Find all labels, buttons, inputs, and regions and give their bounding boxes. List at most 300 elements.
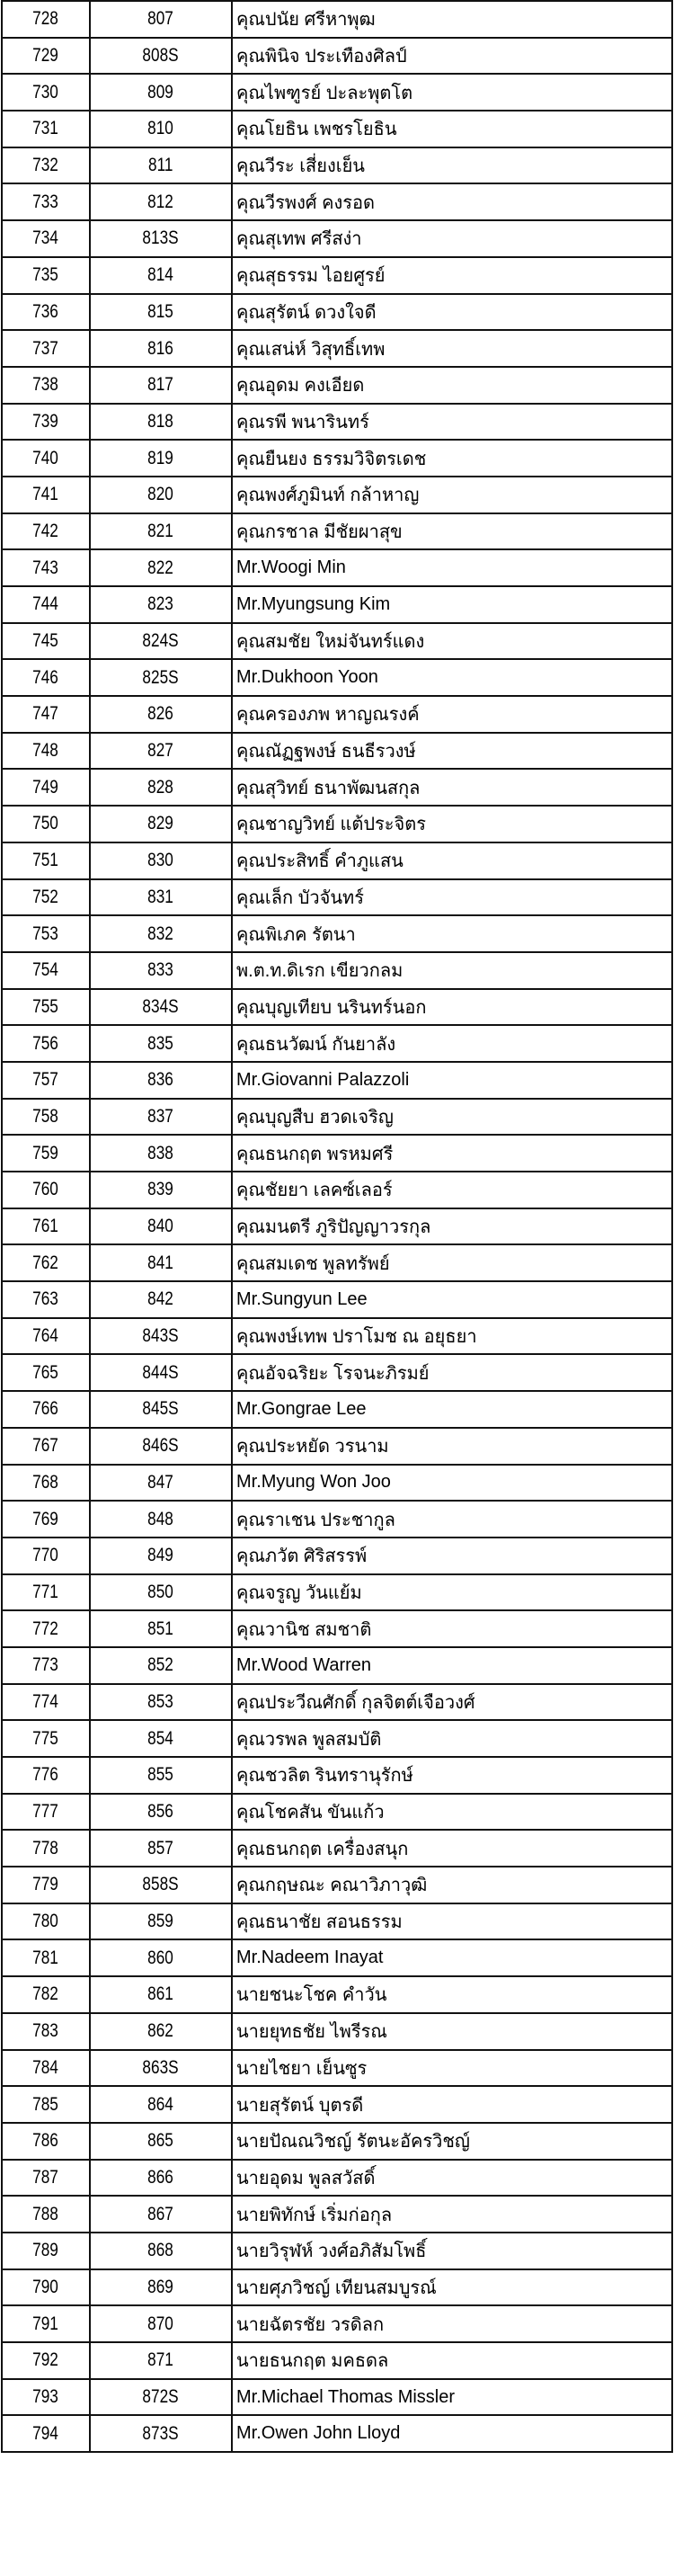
member-name: คุณพงศ์ภูมินท์ กล้าหาญ xyxy=(236,486,420,506)
member-name: คุณชัยยา เลคซ์เลอร์ xyxy=(236,1181,393,1201)
member-code-cell xyxy=(90,1757,232,1794)
member-code-cell xyxy=(90,1647,232,1684)
member-name-cell xyxy=(232,879,672,916)
member-code: 851 xyxy=(147,1618,174,1639)
member-code: 839 xyxy=(147,1179,174,1200)
member-code: 857 xyxy=(147,1837,174,1858)
table-row xyxy=(2,1,672,38)
table-row xyxy=(2,1574,672,1611)
row-number: 788 xyxy=(32,2203,59,2224)
row-number-cell xyxy=(2,1135,90,1172)
table-row xyxy=(2,1684,672,1721)
member-name-cell xyxy=(232,220,672,257)
member-name: Mr.Gongrae Lee xyxy=(236,1398,367,1419)
table-row xyxy=(2,294,672,331)
member-code: 847 xyxy=(147,1471,174,1493)
member-code: 820 xyxy=(147,484,174,505)
table-row xyxy=(2,440,672,477)
row-number: 793 xyxy=(32,2386,59,2408)
member-code: 864 xyxy=(147,2093,174,2115)
table-row xyxy=(2,1720,672,1757)
member-code: 821 xyxy=(147,520,174,541)
member-name: คุณภวัต ศิริสรรพ์ xyxy=(236,1546,368,1567)
row-number-cell xyxy=(2,1867,90,1903)
row-number: 760 xyxy=(32,1179,59,1200)
member-name: คุณกฤษณะ คณาวิภาวุฒิ xyxy=(236,1876,428,1896)
row-number: 786 xyxy=(32,2130,59,2152)
member-code-cell xyxy=(90,1172,232,1208)
row-number: 772 xyxy=(32,1618,59,1639)
member-name-cell xyxy=(232,1720,672,1757)
member-name: นายยุทธชัย ไพรีรณ xyxy=(236,2022,387,2043)
member-code: 816 xyxy=(147,337,174,359)
row-number: 766 xyxy=(32,1398,59,1420)
row-number: 794 xyxy=(32,2422,59,2444)
member-name-cell xyxy=(232,2196,672,2233)
row-number-cell xyxy=(2,659,90,696)
member-name-cell xyxy=(232,915,672,952)
member-code: 852 xyxy=(147,1654,174,1676)
member-code-cell xyxy=(90,1,232,38)
member-code-cell xyxy=(90,806,232,842)
table-row xyxy=(2,1318,672,1355)
member-code-cell xyxy=(90,2379,232,2416)
member-name: คุณสุรัตน์ ดวงใจดี xyxy=(236,302,377,323)
row-number-cell xyxy=(2,1538,90,1574)
member-code-cell xyxy=(90,952,232,989)
row-number-cell xyxy=(2,879,90,916)
member-name: คุณรพี พนารินทร์ xyxy=(236,412,369,432)
row-number-cell xyxy=(2,1465,90,1502)
member-name: คุณราเชน ประชากูล xyxy=(236,1510,395,1530)
row-number: 759 xyxy=(32,1142,59,1163)
member-name-cell xyxy=(232,1391,672,1428)
member-code-cell xyxy=(90,1135,232,1172)
row-number: 749 xyxy=(32,776,59,798)
member-name-cell xyxy=(232,549,672,586)
row-number: 735 xyxy=(32,264,59,286)
row-number: 742 xyxy=(32,520,59,541)
member-code-cell xyxy=(90,733,232,770)
row-number-cell xyxy=(2,257,90,294)
member-name: คุณธนาชัย สอนธรรม xyxy=(236,1912,403,1933)
row-number-cell xyxy=(2,733,90,770)
row-number: 776 xyxy=(32,1764,59,1786)
member-name-cell xyxy=(232,1135,672,1172)
row-number: 733 xyxy=(32,191,59,212)
member-code-cell xyxy=(90,989,232,1026)
member-code-cell xyxy=(90,1281,232,1318)
member-name: คุณธนกฤต พรหมศรี xyxy=(236,1144,394,1164)
member-name-cell xyxy=(232,294,672,331)
row-number: 751 xyxy=(32,850,59,871)
member-code: 838 xyxy=(147,1142,174,1163)
member-code-cell xyxy=(90,1720,232,1757)
row-number-cell xyxy=(2,477,90,513)
member-code: 824S xyxy=(142,630,180,652)
row-number: 755 xyxy=(32,995,59,1017)
table-row xyxy=(2,1465,672,1502)
member-code: 834S xyxy=(142,995,180,1017)
row-number: 764 xyxy=(32,1325,59,1347)
row-number-cell xyxy=(2,183,90,220)
member-name-cell xyxy=(232,1538,672,1574)
member-code: 814 xyxy=(147,264,174,286)
member-name-cell xyxy=(232,2342,672,2379)
member-name: คุณอัจฉริยะ โรจนะภิรมย์ xyxy=(236,1363,430,1384)
row-number-cell xyxy=(2,147,90,184)
row-number-cell xyxy=(2,330,90,367)
row-number-cell xyxy=(2,1976,90,2013)
table-row xyxy=(2,1538,672,1574)
table-row xyxy=(2,806,672,842)
member-code-cell xyxy=(90,2050,232,2087)
member-name-cell xyxy=(232,1062,672,1099)
member-name-cell xyxy=(232,1281,672,1318)
member-name: คุณโยธิน เพชรโยธิน xyxy=(236,120,397,140)
table-row xyxy=(2,879,672,916)
row-number: 790 xyxy=(32,2276,59,2297)
row-number-cell xyxy=(2,1501,90,1538)
member-code-cell xyxy=(90,1391,232,1428)
member-name: คุณประวีณศักดิ์ กุลจิตต์เจือวงศ์ xyxy=(236,1692,475,1713)
member-name-cell xyxy=(232,1903,672,1940)
member-name-cell xyxy=(232,330,672,367)
row-number-cell xyxy=(2,294,90,331)
member-name: นายวิรุฬห์ วงศ์อภิสัมโพธิ์ xyxy=(236,2242,427,2262)
member-name-cell xyxy=(232,2269,672,2306)
row-number: 743 xyxy=(32,557,59,578)
member-code: 867 xyxy=(147,2203,174,2224)
member-code-cell xyxy=(90,294,232,331)
member-code: 871 xyxy=(147,2349,174,2371)
row-number-cell xyxy=(2,367,90,404)
member-code-cell xyxy=(90,404,232,441)
member-code: 845S xyxy=(142,1398,180,1420)
member-name: คุณอุดม คงเอียด xyxy=(236,376,365,397)
row-number: 781 xyxy=(32,1947,59,1968)
member-name-cell xyxy=(232,1025,672,1062)
row-number-cell xyxy=(2,549,90,586)
member-name-cell xyxy=(232,513,672,550)
row-number: 728 xyxy=(32,8,59,30)
row-number: 775 xyxy=(32,1727,59,1749)
member-code-cell xyxy=(90,1062,232,1099)
member-code: 873S xyxy=(142,2422,180,2444)
row-number-cell xyxy=(2,111,90,147)
member-code-cell xyxy=(90,1465,232,1502)
row-number-cell xyxy=(2,220,90,257)
member-code: 868 xyxy=(147,2240,174,2261)
member-name: คุณเล็ก บัวจันทร์ xyxy=(236,887,364,908)
row-number: 777 xyxy=(32,1801,59,1823)
table-row xyxy=(2,1903,672,1940)
member-code-cell xyxy=(90,1354,232,1391)
table-row xyxy=(2,74,672,111)
row-number: 778 xyxy=(32,1837,59,1858)
member-name-cell xyxy=(232,2050,672,2087)
member-name-cell xyxy=(232,1610,672,1647)
member-name: คุณณัฏฐพงษ์ ธนธีรวงษ์ xyxy=(236,742,416,762)
member-code: 812 xyxy=(147,191,174,212)
member-name: Mr.Dukhoon Yoon xyxy=(236,667,378,688)
member-code: 854 xyxy=(147,1727,174,1749)
table-row xyxy=(2,257,672,294)
table-row xyxy=(2,147,672,184)
member-name-cell xyxy=(232,1574,672,1611)
row-number: 758 xyxy=(32,1105,59,1127)
row-number: 745 xyxy=(32,630,59,652)
member-code-cell xyxy=(90,2160,232,2197)
member-name: คุณประหยัด วรนาม xyxy=(236,1437,389,1457)
table-row xyxy=(2,1062,672,1099)
member-name-cell xyxy=(232,1867,672,1903)
member-code: 842 xyxy=(147,1288,174,1310)
member-name-cell xyxy=(232,1244,672,1281)
member-code-cell xyxy=(90,659,232,696)
table-row xyxy=(2,183,672,220)
row-number: 732 xyxy=(32,155,59,176)
row-number-cell xyxy=(2,440,90,477)
row-number-cell xyxy=(2,1428,90,1465)
row-number: 784 xyxy=(32,2056,59,2078)
member-code: 818 xyxy=(147,410,174,432)
table-row xyxy=(2,2305,672,2342)
member-name: คุณสุเทพ ศรีสง่า xyxy=(236,229,362,250)
table-row xyxy=(2,367,672,404)
row-number-cell xyxy=(2,1354,90,1391)
member-name-cell xyxy=(232,74,672,111)
member-code: 829 xyxy=(147,813,174,834)
row-number-cell xyxy=(2,952,90,989)
member-name-cell xyxy=(232,2305,672,2342)
table-row xyxy=(2,1867,672,1903)
member-name: คุณวีระ เสี่ยงเย็น xyxy=(236,156,365,177)
table-row xyxy=(2,989,672,1026)
member-code: 831 xyxy=(147,886,174,907)
member-code: 837 xyxy=(147,1105,174,1127)
row-number-cell xyxy=(2,1794,90,1831)
row-number-cell xyxy=(2,2305,90,2342)
row-number-cell xyxy=(2,2160,90,2197)
row-number: 730 xyxy=(32,81,59,103)
member-name: คุณโชคสัน ขันแก้ว xyxy=(236,1803,385,1823)
row-number: 792 xyxy=(32,2349,59,2371)
table-row xyxy=(2,659,672,696)
member-name: นายฉัตรชัย วรดิลก xyxy=(236,2314,385,2335)
row-number: 729 xyxy=(32,45,59,67)
member-code: 862 xyxy=(147,2020,174,2042)
table-row xyxy=(2,1135,672,1172)
row-number-cell xyxy=(2,806,90,842)
member-code: 840 xyxy=(147,1216,174,1237)
table-row xyxy=(2,2086,672,2123)
row-number: 765 xyxy=(32,1361,59,1383)
member-name: คุณสมชัย ใหม่จันทร์แดง xyxy=(236,632,425,653)
member-name: นายศุภวิชญ์ เทียนสมบูรณ์ xyxy=(236,2277,437,2298)
member-code-cell xyxy=(90,2415,232,2452)
member-name: Mr.Myung Won Joo xyxy=(236,1472,391,1493)
table-row xyxy=(2,1281,672,1318)
member-code-cell xyxy=(90,1830,232,1867)
member-code-cell xyxy=(90,1318,232,1355)
member-name-cell xyxy=(232,1830,672,1867)
member-code-cell xyxy=(90,2305,232,2342)
member-code-cell xyxy=(90,513,232,550)
table-row xyxy=(2,477,672,513)
row-number: 787 xyxy=(32,2166,59,2188)
table-row xyxy=(2,549,672,586)
row-number-cell xyxy=(2,2086,90,2123)
member-code: 863S xyxy=(142,2056,180,2078)
member-code-cell xyxy=(90,1976,232,2013)
member-code: 860 xyxy=(147,1947,174,1968)
table-row xyxy=(2,1099,672,1136)
member-name: คุณบุญสืบ ฮวดเจริญ xyxy=(236,1107,394,1128)
table-row xyxy=(2,842,672,879)
row-number-cell xyxy=(2,769,90,806)
member-name-cell xyxy=(232,147,672,184)
row-number: 780 xyxy=(32,1911,59,1932)
row-number: 747 xyxy=(32,703,59,725)
member-code-cell xyxy=(90,2086,232,2123)
table-row xyxy=(2,330,672,367)
table-row xyxy=(2,915,672,952)
row-number-cell xyxy=(2,586,90,623)
row-number: 750 xyxy=(32,813,59,834)
member-code: 827 xyxy=(147,740,174,762)
row-number-cell xyxy=(2,1172,90,1208)
row-number: 774 xyxy=(32,1690,59,1712)
table-row xyxy=(2,1025,672,1062)
table-row xyxy=(2,1428,672,1465)
row-number: 768 xyxy=(32,1471,59,1493)
row-number: 767 xyxy=(32,1435,59,1457)
member-code-cell xyxy=(90,38,232,75)
member-code-cell xyxy=(90,1794,232,1831)
row-number-cell xyxy=(2,1099,90,1136)
row-number-cell xyxy=(2,1720,90,1757)
table-row xyxy=(2,1391,672,1428)
member-name-cell xyxy=(232,38,672,75)
member-name-cell xyxy=(232,1318,672,1355)
member-name-cell xyxy=(232,1939,672,1976)
member-name: นายไชยา เย็นซูร xyxy=(236,2058,368,2079)
row-number-cell xyxy=(2,1903,90,1940)
member-name-cell xyxy=(232,1465,672,1502)
member-code-cell xyxy=(90,915,232,952)
row-number: 770 xyxy=(32,1545,59,1566)
member-code-cell xyxy=(90,220,232,257)
member-code-cell xyxy=(90,623,232,660)
member-name-cell xyxy=(232,806,672,842)
member-code-cell xyxy=(90,257,232,294)
member-name: คุณสมเดช พูลทรัพย์ xyxy=(236,1253,390,1274)
member-name: คุณธนกฤต เครื่องสนุก xyxy=(236,1839,409,1859)
row-number: 785 xyxy=(32,2093,59,2115)
table-row xyxy=(2,952,672,989)
member-code: 848 xyxy=(147,1508,174,1529)
table-row xyxy=(2,220,672,257)
member-name-cell xyxy=(232,1,672,38)
row-number-cell xyxy=(2,842,90,879)
member-name-cell xyxy=(232,586,672,623)
table-row xyxy=(2,513,672,550)
member-code: 822 xyxy=(147,557,174,578)
row-number-cell xyxy=(2,2269,90,2306)
table-row xyxy=(2,1244,672,1281)
table-row xyxy=(2,1757,672,1794)
member-name-cell xyxy=(232,2160,672,2197)
row-number-cell xyxy=(2,1025,90,1062)
row-number: 782 xyxy=(32,1983,59,2005)
table-row xyxy=(2,2342,672,2379)
row-number-cell xyxy=(2,1830,90,1867)
member-name-cell xyxy=(232,2379,672,2416)
member-code: 823 xyxy=(147,593,174,615)
member-code: 836 xyxy=(147,1069,174,1091)
member-name-cell xyxy=(232,623,672,660)
member-name-cell xyxy=(232,989,672,1026)
row-number-cell xyxy=(2,1647,90,1684)
member-name-cell xyxy=(232,2233,672,2269)
member-name-cell xyxy=(232,1428,672,1465)
member-name: Mr.Woogi Min xyxy=(236,557,346,578)
table-row xyxy=(2,769,672,806)
table-row xyxy=(2,2415,672,2452)
member-code: 859 xyxy=(147,1911,174,1932)
member-code: 810 xyxy=(147,118,174,139)
table-row xyxy=(2,1830,672,1867)
table-row xyxy=(2,733,672,770)
member-name: Mr.Wood Warren xyxy=(236,1654,372,1675)
member-list-table xyxy=(1,0,673,2453)
member-code: 849 xyxy=(147,1545,174,1566)
member-name-cell xyxy=(232,2013,672,2050)
member-name: Mr.Myungsung Kim xyxy=(236,593,391,614)
member-code: 835 xyxy=(147,1032,174,1054)
row-number: 756 xyxy=(32,1032,59,1054)
row-number: 738 xyxy=(32,374,59,396)
row-number-cell xyxy=(2,1391,90,1428)
member-code-cell xyxy=(90,1574,232,1611)
table-row xyxy=(2,623,672,660)
member-name: คุณวีรพงศ์ คงรอด xyxy=(236,192,375,213)
member-name-cell xyxy=(232,1757,672,1794)
member-name: คุณประสิทธิ์ คำภูแสน xyxy=(236,851,404,872)
member-code: 844S xyxy=(142,1361,180,1383)
member-name-cell xyxy=(232,1208,672,1245)
member-name-cell xyxy=(232,1794,672,1831)
member-code-cell xyxy=(90,2196,232,2233)
member-code-cell xyxy=(90,769,232,806)
table-row xyxy=(2,111,672,147)
member-code-cell xyxy=(90,842,232,879)
member-name: คุณชวลิต รินทรานุรักษ์ xyxy=(236,1766,413,1787)
row-number: 752 xyxy=(32,886,59,907)
member-code-cell xyxy=(90,2342,232,2379)
member-code-cell xyxy=(90,111,232,147)
member-code: 866 xyxy=(147,2166,174,2188)
member-code-cell xyxy=(90,1208,232,1245)
member-name-cell xyxy=(232,659,672,696)
member-name-cell xyxy=(232,842,672,879)
member-name: นายสุรัตน์ บุตรดี xyxy=(236,2095,364,2116)
table-row xyxy=(2,2050,672,2087)
member-name: คุณกรชาล มีชัยผาสุข xyxy=(236,521,403,542)
row-number: 763 xyxy=(32,1288,59,1310)
member-code: 819 xyxy=(147,447,174,468)
